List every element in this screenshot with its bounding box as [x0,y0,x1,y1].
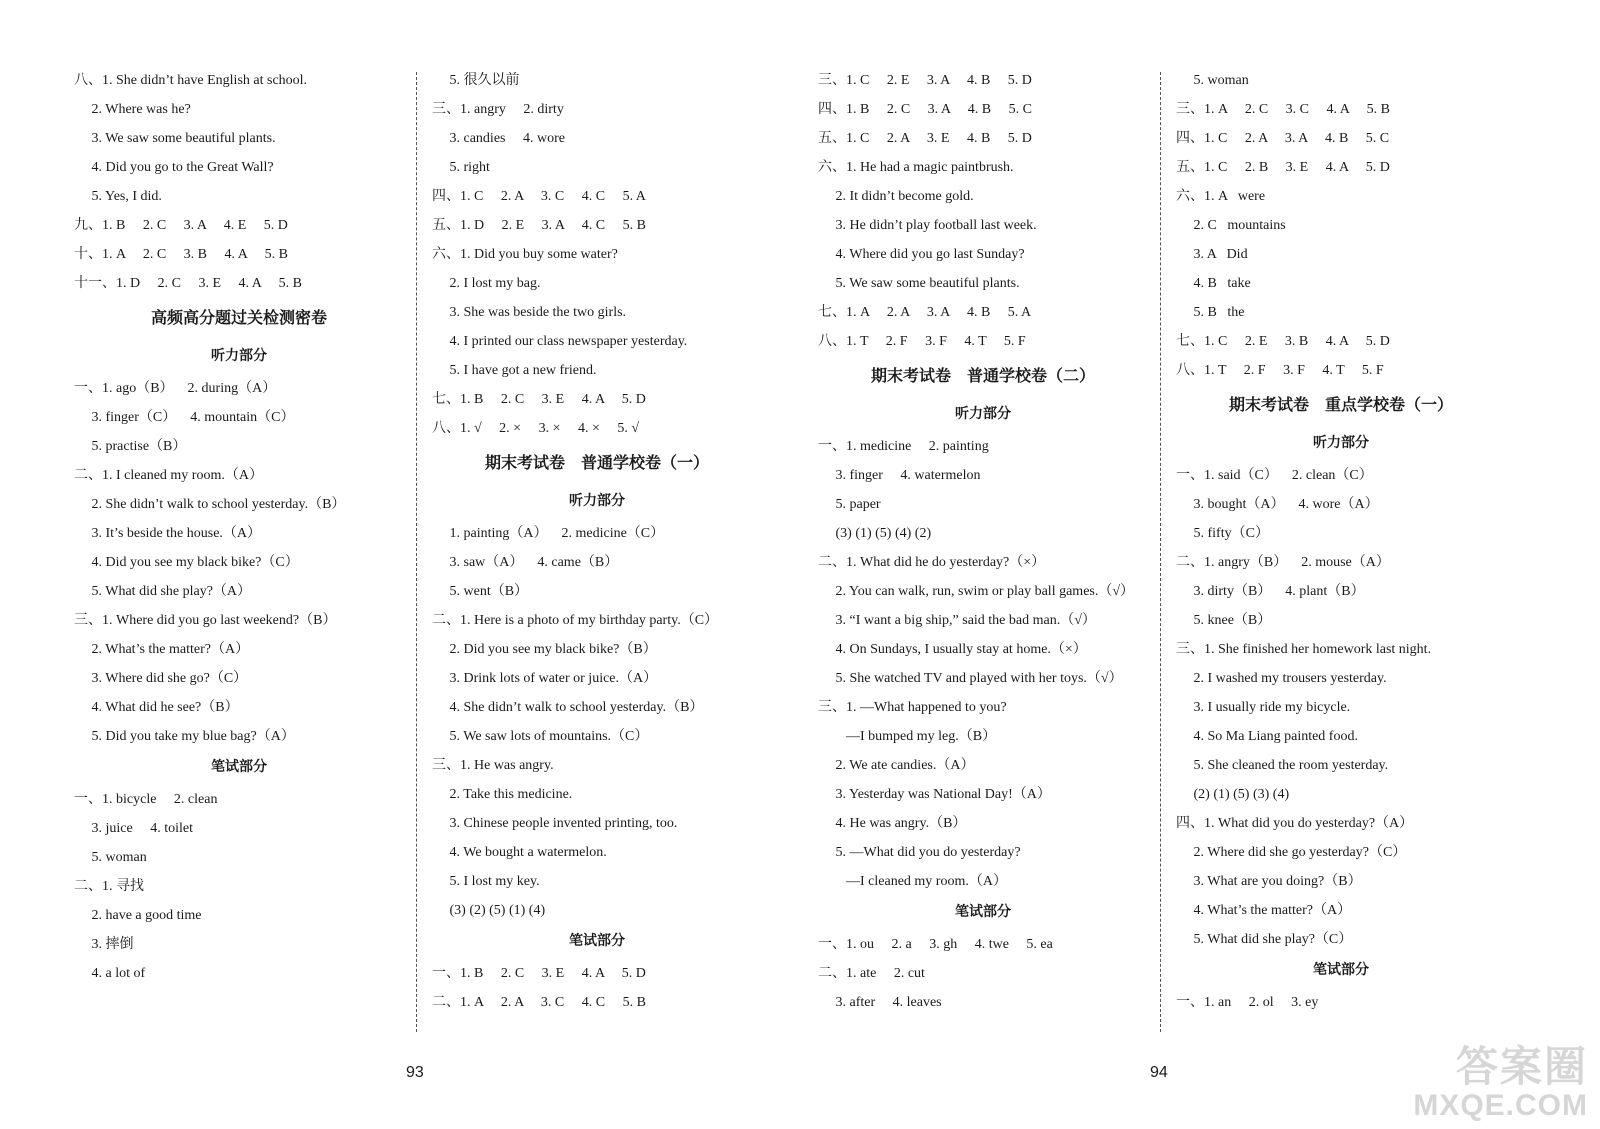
answer-line: 3. A Did [1176,247,1248,262]
answer-line: 八、1. She didn’t have English at school. [74,73,308,88]
answer-line: 5. —What did you do yesterday? [818,845,1021,860]
answer-line: 5. What did she play?（C） [1176,932,1353,947]
answer-line: 五、1. C 2. A 3. E 4. B 5. D [818,131,1032,146]
answer-line: 三、1. C 2. E 3. A 4. B 5. D [818,73,1032,88]
answer-line: (3) (1) (5) (4) (2) [818,526,932,541]
answer-line: 十一、1. D 2. C 3. E 4. A 5. B [74,276,302,291]
section-subtitle: 听力部分 [1313,436,1369,451]
answer-line: 二、1. Here is a photo of my birthday party.（C） [432,613,719,628]
answer-line: 1. painting（A） 2. medicine（C） [432,526,665,541]
answer-line: 5. I have got a new friend. [432,363,597,378]
section-subtitle: 听力部分 [211,349,267,364]
section-subtitle: 听力部分 [569,494,625,509]
answer-line: 5. went（B） [432,584,529,599]
answer-line: 4. So Ma Liang painted food. [1176,729,1358,744]
answer-line: 十、1. A 2. C 3. B 4. A 5. B [74,247,288,262]
answer-line: 2. have a good time [74,908,202,923]
answer-line: 3. saw（A） 4. came（B） [432,555,619,570]
answer-line: 4. B take [1176,276,1251,291]
answer-line: 4. What did he see?（B） [74,700,239,715]
answer-line: 2. Where did she go yesterday?（C） [1176,845,1407,860]
answer-line: 3. Where did she go?（C） [74,671,248,686]
section-subtitle: 笔试部分 [1313,963,1369,978]
answer-line: 3. What are you doing?（B） [1176,874,1362,889]
answer-line: 3. We saw some beautiful plants. [74,131,276,146]
answer-line: 4. What’s the matter?（A） [1176,903,1352,918]
answer-line: 七、1. A 2. A 3. A 4. B 5. A [818,305,1032,320]
answer-line: 5. fifty（C） [1176,526,1269,541]
section-subtitle: 听力部分 [955,407,1011,422]
answer-line: 5. She watched TV and played with her toys.（√） [818,671,1123,686]
answer-line: 3. She was beside the two girls. [432,305,627,320]
answer-line: 六、1. Did you buy some water? [432,247,618,262]
answer-line: 二、1. What did he do yesterday?（×） [818,555,1046,570]
section-subtitle: 笔试部分 [569,934,625,949]
answer-line: 3. Chinese people invented printing, too. [432,816,678,831]
answer-line: 4. I printed our class newspaper yesterday. [432,334,688,349]
answer-line: 5. Yes, I did. [74,189,162,204]
answer-line: 5. She cleaned the room yesterday. [1176,758,1389,773]
answer-line: 一、1. an 2. ol 3. ey [1176,995,1319,1010]
answer-line: 3. candies 4. wore [432,131,565,146]
answer-line: 2. Take this medicine. [432,787,573,802]
answer-line: 九、1. B 2. C 3. A 4. E 5. D [74,218,288,233]
answer-line: 一、1. ou 2. a 3. gh 4. twe 5. ea [818,937,1053,952]
answer-line: 一、1. bicycle 2. clean [74,792,218,807]
answer-line: 五、1. D 2. E 3. A 4. C 5. B [432,218,646,233]
answer-line: 5. paper [818,497,881,512]
answer-line: 一、1. medicine 2. painting [818,439,989,454]
answer-column-2 [432,66,762,1017]
page-number-left: 93 [406,1064,424,1081]
answer-line: —I cleaned my room.（A） [818,874,1007,889]
answer-line: 3. “I want a big ship,” said the bad man.（√） [818,613,1096,628]
answer-line: 四、1. C 2. A 3. C 4. C 5. A [432,189,646,204]
answer-line: 4. He was angry.（B） [818,816,967,831]
answer-line: 六、1. A were [1176,189,1266,204]
answer-line: 二、1. ate 2. cut [818,966,925,981]
answer-line: 4. a lot of [74,966,146,981]
answer-line: 4. On Sundays, I usually stay at home.（×） [818,642,1087,657]
answer-line: (2) (1) (5) (3) (4) [1176,787,1290,802]
column-divider-left [416,72,417,1032]
answer-column-1 [74,66,404,988]
watermark-url: MXQE.COM [1413,1088,1588,1122]
section-title: 期末考试卷 普通学校卷（一） [484,455,709,472]
answer-line: 5. right [432,160,490,175]
answer-line: 四、1. What did you do yesterday?（A） [1176,816,1414,831]
answer-line: 5. woman [74,850,147,865]
answer-line: 二、1. I cleaned my room.（A） [74,468,263,483]
answer-line: 2. She didn’t walk to school yesterday.（B） [74,497,346,512]
answer-line: 二、1. 寻找 [74,879,144,894]
answer-line: 4. She didn’t walk to school yesterday.（B） [432,700,704,715]
answer-line: 4. Did you see my black bike?（C） [74,555,299,570]
answer-line: 2. I lost my bag. [432,276,541,291]
answer-line: 一、1. said（C） 2. clean（C） [1176,468,1373,483]
answer-line: 2. We ate candies.（A） [818,758,975,773]
answer-line: 七、1. C 2. E 3. B 4. A 5. D [1176,334,1390,349]
column-divider-right [1160,72,1161,1032]
answer-line: 3. Yesterday was National Day!（A） [818,787,1051,802]
answer-line: 3. Drink lots of water or juice.（A） [432,671,658,686]
answer-line: 六、1. He had a magic paintbrush. [818,160,1014,175]
watermark-text: 答案圈 [1455,1043,1588,1091]
answer-line: 3. bought（A） 4. wore（A） [1176,497,1379,512]
answer-line: 5. practise（B） [74,439,187,454]
answer-line: 八、1. T 2. F 3. F 4. T 5. F [818,334,1026,349]
answer-line: (3) (2) (5) (1) (4) [432,903,546,918]
answer-line: 3. dirty（B） 4. plant（B） [1176,584,1365,599]
answer-line: 2. It didn’t become gold. [818,189,974,204]
answer-line: 三、1. —What happened to you? [818,700,1007,715]
answer-line: 2. C mountains [1176,218,1286,233]
answer-line: 二、1. angry（B） 2. mouse（A） [1176,555,1390,570]
answer-line: 八、1. T 2. F 3. F 4. T 5. F [1176,363,1384,378]
answer-line: 一、1. B 2. C 3. E 4. A 5. D [432,966,646,981]
answer-line: 3. 摔倒 [74,937,134,952]
answer-line: 2. You can walk, run, swim or play ball games.（√） [818,584,1135,599]
watermark-logo [1413,1045,1588,1121]
page-number-right: 94 [1150,1064,1168,1081]
section-title: 期末考试卷 重点学校卷（一） [1228,397,1453,414]
answer-line: 3. finger 4. watermelon [818,468,981,483]
answer-line: 一、1. ago（B） 2. during（A） [74,381,277,396]
answer-line: 七、1. B 2. C 3. E 4. A 5. D [432,392,646,407]
answer-line: 5. We saw lots of mountains.（C） [432,729,649,744]
section-title: 期末考试卷 普通学校卷（二） [870,368,1095,385]
answer-line: 三、1. He was angry. [432,758,554,773]
answer-line: —I bumped my leg.（B） [818,729,997,744]
answer-line: 5. What did she play?（A） [74,584,252,599]
answer-line: 四、1. C 2. A 3. A 4. B 5. C [1176,131,1390,146]
answer-line: 三、1. A 2. C 3. C 4. A 5. B [1176,102,1390,117]
answer-line: 五、1. C 2. B 3. E 4. A 5. D [1176,160,1390,175]
answer-line: 3. It’s beside the house.（A） [74,526,262,541]
answer-column-3 [818,66,1148,1017]
answer-line: 八、1. √ 2. × 3. × 4. × 5. √ [432,421,640,436]
answer-line: 4. We bought a watermelon. [432,845,607,860]
section-subtitle: 笔试部分 [211,760,267,775]
answer-line: 三、1. angry 2. dirty [432,102,564,117]
answer-line: 4. Where did you go last Sunday? [818,247,1025,262]
answer-line: 5. We saw some beautiful plants. [818,276,1020,291]
section-subtitle: 笔试部分 [955,905,1011,920]
answer-line: 三、1. She finished her homework last night. [1176,642,1432,657]
answer-line: 二、1. A 2. A 3. C 4. C 5. B [432,995,646,1010]
answer-line: 4. Did you go to the Great Wall? [74,160,274,175]
answer-line: 2. Where was he? [74,102,191,117]
answer-line: 5. B the [1176,305,1245,320]
answer-line: 3. after 4. leaves [818,995,942,1010]
section-title: 高频高分题过关检测密卷 [150,310,327,327]
answer-line: 2. I washed my trousers yesterday. [1176,671,1387,686]
answer-line: 3. juice 4. toilet [74,821,193,836]
answer-line: 四、1. B 2. C 3. A 4. B 5. C [818,102,1032,117]
answer-column-4 [1176,66,1506,1017]
answer-line: 5. 很久以前 [432,73,520,88]
answer-line: 3. I usually ride my bicycle. [1176,700,1351,715]
answer-line: 5. knee（B） [1176,613,1272,628]
answer-line: 5. Did you take my blue bag?（A） [74,729,295,744]
answer-line: 2. Did you see my black bike?（B） [432,642,657,657]
answer-line: 三、1. Where did you go last weekend?（B） [74,613,337,628]
answer-line: 2. What’s the matter?（A） [74,642,250,657]
answer-line: 3. finger（C） 4. mountain（C） [74,410,295,425]
answer-line: 3. He didn’t play football last week. [818,218,1037,233]
answer-line: 5. I lost my key. [432,874,540,889]
answer-line: 5. woman [1176,73,1249,88]
